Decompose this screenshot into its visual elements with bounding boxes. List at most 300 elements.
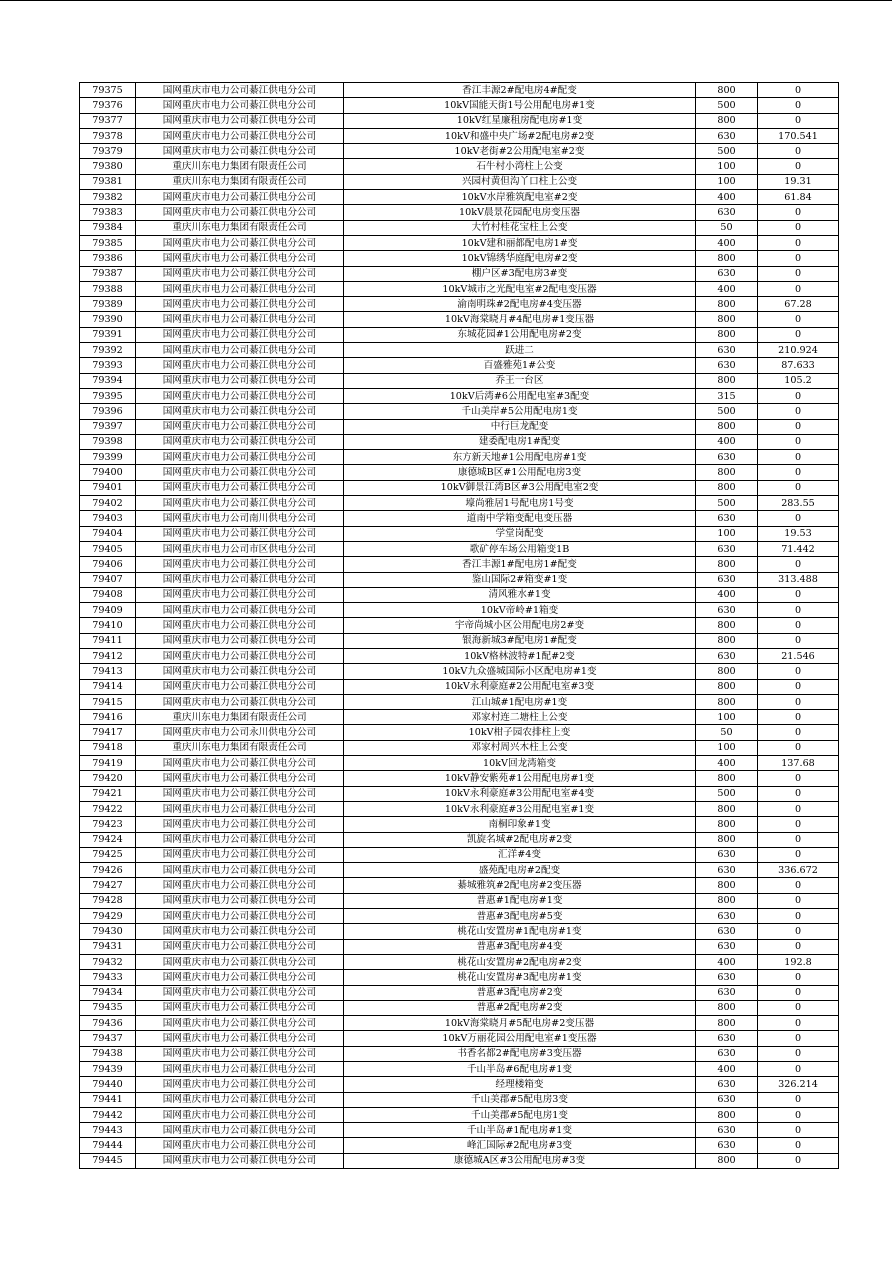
company-cell: 国网重庆市电力公司綦江供电分公司 — [136, 1138, 344, 1153]
capacity-cell: 500 — [696, 786, 758, 801]
transformer-name-cell: 书香名都2#配电房#3变压器 — [344, 1046, 696, 1061]
company-cell: 重庆川东电力集团有限责任公司 — [136, 710, 344, 725]
capacity-cell: 800 — [696, 878, 758, 893]
load-cell: 0 — [758, 144, 839, 159]
transformer-name-cell: 兴园村黄但沟丫口柱上公变 — [344, 174, 696, 189]
company-cell: 国网重庆市电力公司綦江供电分公司 — [136, 786, 344, 801]
transformer-name-cell: 江山城#1配电房#1变 — [344, 694, 696, 709]
row-id-cell: 79387 — [80, 266, 136, 281]
load-cell: 0 — [758, 312, 839, 327]
table-row — [80, 847, 839, 862]
transformer-name-cell: 歌矿停车场公用箱变1B — [344, 541, 696, 556]
load-cell: 0 — [758, 679, 839, 694]
transformer-name-cell: 10kV海棠晓月#5配电房#2变压器 — [344, 1016, 696, 1031]
row-id-cell: 79444 — [80, 1138, 136, 1153]
table-row — [80, 863, 839, 878]
load-cell: 0 — [758, 893, 839, 908]
row-id-cell: 79412 — [80, 648, 136, 663]
capacity-cell: 630 — [696, 541, 758, 556]
load-cell: 0 — [758, 603, 839, 618]
transformer-name-cell: 普惠#3配电房#2变 — [344, 985, 696, 1000]
transformer-name-cell: 经理楼箱变 — [344, 1077, 696, 1092]
transformer-name-cell: 千山美郡#5配电房3变 — [344, 1092, 696, 1107]
capacity-cell: 630 — [696, 1123, 758, 1138]
company-cell: 国网重庆市电力公司綦江供电分公司 — [136, 633, 344, 648]
table-row — [80, 1153, 839, 1168]
load-cell: 0 — [758, 1153, 839, 1168]
table-row — [80, 725, 839, 740]
table-row — [80, 465, 839, 480]
table-row — [80, 1123, 839, 1138]
transformer-name-cell: 康德城B区#1公用配电房3变 — [344, 465, 696, 480]
capacity-cell: 800 — [696, 419, 758, 434]
company-cell: 国网重庆市电力公司綦江供电分公司 — [136, 98, 344, 113]
company-cell: 国网重庆市电力公司綦江供电分公司 — [136, 496, 344, 511]
row-id-cell: 79403 — [80, 511, 136, 526]
capacity-cell: 630 — [696, 985, 758, 1000]
capacity-cell: 630 — [696, 970, 758, 985]
capacity-cell: 800 — [696, 679, 758, 694]
transformer-name-cell: 10kV御景江湾B区#3公用配电室2变 — [344, 480, 696, 495]
capacity-cell: 630 — [696, 1031, 758, 1046]
capacity-cell: 100 — [696, 159, 758, 174]
capacity-cell: 100 — [696, 174, 758, 189]
transformer-name-cell: 香江丰源2#配电房4#配变 — [344, 83, 696, 98]
transformer-name-cell: 峰汇国际#2配电房#3变 — [344, 1138, 696, 1153]
capacity-cell: 400 — [696, 235, 758, 250]
capacity-cell: 100 — [696, 526, 758, 541]
transformer-name-cell: 千山美岸#5公用配电房1变 — [344, 404, 696, 419]
table-row — [80, 572, 839, 587]
capacity-cell: 400 — [696, 434, 758, 449]
row-id-cell: 79394 — [80, 373, 136, 388]
capacity-cell: 400 — [696, 1062, 758, 1077]
row-id-cell: 79379 — [80, 144, 136, 159]
row-id-cell: 79399 — [80, 450, 136, 465]
capacity-cell: 400 — [696, 281, 758, 296]
load-cell: 21.546 — [758, 648, 839, 663]
transformer-name-cell: 10kV水岸雅筑配电室#2变 — [344, 190, 696, 205]
row-id-cell: 79378 — [80, 128, 136, 143]
transformer-name-cell: 道南中学箱变配电变压器 — [344, 511, 696, 526]
company-cell: 国网重庆市电力公司綦江供电分公司 — [136, 297, 344, 312]
company-cell: 国网重庆市电力公司綦江供电分公司 — [136, 128, 344, 143]
company-cell: 国网重庆市电力公司綦江供电分公司 — [136, 970, 344, 985]
row-id-cell: 79406 — [80, 557, 136, 572]
company-cell: 国网重庆市电力公司綦江供电分公司 — [136, 603, 344, 618]
load-cell: 19.31 — [758, 174, 839, 189]
row-id-cell: 79434 — [80, 985, 136, 1000]
transformer-name-cell: 10kV格林波特#1配#2变 — [344, 648, 696, 663]
capacity-cell: 800 — [696, 801, 758, 816]
company-cell: 国网重庆市电力公司綦江供电分公司 — [136, 251, 344, 266]
transformer-name-cell: 凯旋名城#2配电房#2变 — [344, 832, 696, 847]
capacity-cell: 630 — [696, 1046, 758, 1061]
transformer-name-cell: 邓家村连二塘柱上公变 — [344, 710, 696, 725]
row-id-cell: 79391 — [80, 327, 136, 342]
row-id-cell: 79436 — [80, 1016, 136, 1031]
company-cell: 国网重庆市电力公司綦江供电分公司 — [136, 358, 344, 373]
capacity-cell: 630 — [696, 266, 758, 281]
capacity-cell: 315 — [696, 388, 758, 403]
company-cell: 国网重庆市电力公司綦江供电分公司 — [136, 893, 344, 908]
capacity-cell: 400 — [696, 587, 758, 602]
row-id-cell: 79418 — [80, 740, 136, 755]
row-id-cell: 79440 — [80, 1077, 136, 1092]
load-cell: 0 — [758, 388, 839, 403]
row-id-cell: 79396 — [80, 404, 136, 419]
capacity-cell: 500 — [696, 496, 758, 511]
capacity-cell: 630 — [696, 648, 758, 663]
transformer-name-cell: 10kV静安紫苑#1公用配电房#1变 — [344, 771, 696, 786]
load-cell: 0 — [758, 618, 839, 633]
company-cell: 国网重庆市电力公司綦江供电分公司 — [136, 587, 344, 602]
row-id-cell: 79413 — [80, 664, 136, 679]
transformer-name-cell: 清风雅水#1变 — [344, 587, 696, 602]
company-cell: 国网重庆市电力公司綦江供电分公司 — [136, 664, 344, 679]
transformer-name-cell: 邓家村周兴木柱上公变 — [344, 740, 696, 755]
row-id-cell: 79437 — [80, 1031, 136, 1046]
capacity-cell: 630 — [696, 909, 758, 924]
table-row — [80, 1138, 839, 1153]
capacity-cell: 800 — [696, 327, 758, 342]
table-row — [80, 388, 839, 403]
transformer-name-cell: 千山美郡#5配电房1变 — [344, 1107, 696, 1122]
load-cell: 0 — [758, 710, 839, 725]
transformer-name-cell: 普惠#2配电房#2变 — [344, 1000, 696, 1015]
load-cell: 0 — [758, 970, 839, 985]
transformer-name-cell: 10kV和盛中央广场#2配电房#2变 — [344, 128, 696, 143]
table-row — [80, 786, 839, 801]
load-cell: 0 — [758, 694, 839, 709]
table-row — [80, 817, 839, 832]
transformer-name-cell: 桃花山安置房#2配电房#2变 — [344, 954, 696, 969]
load-cell: 0 — [758, 939, 839, 954]
load-cell: 0 — [758, 511, 839, 526]
capacity-cell: 500 — [696, 404, 758, 419]
load-cell: 0 — [758, 924, 839, 939]
company-cell: 国网重庆市电力公司綦江供电分公司 — [136, 327, 344, 342]
table-row — [80, 251, 839, 266]
row-id-cell: 79417 — [80, 725, 136, 740]
table-row — [80, 128, 839, 143]
transformer-name-cell: 建委配电房1#配变 — [344, 434, 696, 449]
capacity-cell: 500 — [696, 98, 758, 113]
load-cell: 0 — [758, 1016, 839, 1031]
capacity-cell: 630 — [696, 863, 758, 878]
company-cell: 国网重庆市电力公司綦江供电分公司 — [136, 1123, 344, 1138]
company-cell: 国网重庆市电力公司綦江供电分公司 — [136, 388, 344, 403]
transformer-name-cell: 10kV永利豪庭#3公用配电室#4变 — [344, 786, 696, 801]
table-row — [80, 664, 839, 679]
capacity-cell: 400 — [696, 954, 758, 969]
load-cell: 0 — [758, 1000, 839, 1015]
company-cell: 重庆川东电力集团有限责任公司 — [136, 174, 344, 189]
capacity-cell: 400 — [696, 756, 758, 771]
row-id-cell: 79405 — [80, 541, 136, 556]
table-row — [80, 159, 839, 174]
capacity-cell: 800 — [696, 694, 758, 709]
table-body — [80, 83, 839, 1169]
company-cell: 国网重庆市电力公司綦江供电分公司 — [136, 465, 344, 480]
company-cell: 国网重庆市电力公司綦江供电分公司 — [136, 694, 344, 709]
capacity-cell: 800 — [696, 618, 758, 633]
company-cell: 国网重庆市电力公司綦江供电分公司 — [136, 404, 344, 419]
company-cell: 重庆川东电力集团有限责任公司 — [136, 159, 344, 174]
capacity-cell: 800 — [696, 557, 758, 572]
company-cell: 国网重庆市电力公司綦江供电分公司 — [136, 1062, 344, 1077]
table-row — [80, 633, 839, 648]
table-row — [80, 740, 839, 755]
table-row — [80, 648, 839, 663]
company-cell: 国网重庆市电力公司綦江供电分公司 — [136, 450, 344, 465]
company-cell: 国网重庆市电力公司綦江供电分公司 — [136, 648, 344, 663]
company-cell: 国网重庆市电力公司綦江供电分公司 — [136, 1092, 344, 1107]
table-row — [80, 266, 839, 281]
row-id-cell: 79429 — [80, 909, 136, 924]
table-row — [80, 98, 839, 113]
table-row — [80, 235, 839, 250]
row-id-cell: 79381 — [80, 174, 136, 189]
company-cell: 国网重庆市电力公司綦江供电分公司 — [136, 419, 344, 434]
row-id-cell: 79393 — [80, 358, 136, 373]
table-row — [80, 1092, 839, 1107]
transformer-name-cell: 10kV九众盛城国际小区配电房#1变 — [344, 664, 696, 679]
transformer-name-cell: 10kV红星廉租房配电房#1变 — [344, 113, 696, 128]
transformer-name-cell: 桃花山安置房#1配电房#1变 — [344, 924, 696, 939]
row-id-cell: 79402 — [80, 496, 136, 511]
capacity-cell: 800 — [696, 664, 758, 679]
transformer-name-cell: 普惠#3配电房#5变 — [344, 909, 696, 924]
transformer-name-cell: 棚户区#3配电房3#变 — [344, 266, 696, 281]
row-id-cell: 79407 — [80, 572, 136, 587]
row-id-cell: 79411 — [80, 633, 136, 648]
company-cell: 国网重庆市电力公司綦江供电分公司 — [136, 985, 344, 1000]
load-cell: 0 — [758, 878, 839, 893]
capacity-cell: 400 — [696, 190, 758, 205]
row-id-cell: 79415 — [80, 694, 136, 709]
capacity-cell: 630 — [696, 450, 758, 465]
load-cell: 313.488 — [758, 572, 839, 587]
row-id-cell: 79397 — [80, 419, 136, 434]
load-cell: 0 — [758, 985, 839, 1000]
capacity-cell: 630 — [696, 939, 758, 954]
capacity-cell: 630 — [696, 205, 758, 220]
capacity-cell: 630 — [696, 1092, 758, 1107]
table-row — [80, 618, 839, 633]
capacity-cell: 800 — [696, 83, 758, 98]
capacity-cell: 800 — [696, 297, 758, 312]
transformer-name-cell: 盛苑配电房#2配变 — [344, 863, 696, 878]
table-row — [80, 83, 839, 98]
row-id-cell: 79432 — [80, 954, 136, 969]
transformer-name-cell: 百盛雅苑1#公变 — [344, 358, 696, 373]
load-cell: 0 — [758, 434, 839, 449]
table-row — [80, 939, 839, 954]
load-cell: 0 — [758, 909, 839, 924]
transformer-name-cell: 学堂岗配变 — [344, 526, 696, 541]
transformer-table — [79, 82, 839, 1169]
table-row — [80, 909, 839, 924]
company-cell: 国网重庆市电力公司綦江供电分公司 — [136, 572, 344, 587]
load-cell: 0 — [758, 419, 839, 434]
capacity-cell: 800 — [696, 1153, 758, 1168]
transformer-name-cell: 东方新天地#1公用配电房#1变 — [344, 450, 696, 465]
row-id-cell: 79382 — [80, 190, 136, 205]
company-cell: 国网重庆市电力公司綦江供电分公司 — [136, 863, 344, 878]
company-cell: 国网重庆市电力公司綦江供电分公司 — [136, 205, 344, 220]
company-cell: 国网重庆市电力公司綦江供电分公司 — [136, 83, 344, 98]
load-cell: 0 — [758, 1031, 839, 1046]
capacity-cell: 800 — [696, 633, 758, 648]
row-id-cell: 79427 — [80, 878, 136, 893]
company-cell: 国网重庆市电力公司綦江供电分公司 — [136, 1031, 344, 1046]
load-cell: 0 — [758, 1046, 839, 1061]
transformer-name-cell: 中行巨龙配变 — [344, 419, 696, 434]
table-row — [80, 343, 839, 358]
table-row — [80, 174, 839, 189]
table-row — [80, 297, 839, 312]
table-row — [80, 541, 839, 556]
load-cell: 0 — [758, 1062, 839, 1077]
company-cell: 国网重庆市电力公司綦江供电分公司 — [136, 832, 344, 847]
row-id-cell: 79386 — [80, 251, 136, 266]
capacity-cell: 800 — [696, 1016, 758, 1031]
company-cell: 国网重庆市电力公司綦江供电分公司 — [136, 113, 344, 128]
company-cell: 国网重庆市电力公司綦江供电分公司 — [136, 939, 344, 954]
transformer-name-cell: 普惠#3配电房#4变 — [344, 939, 696, 954]
transformer-name-cell: 10kV柑子园农排柱上变 — [344, 725, 696, 740]
company-cell: 国网重庆市电力公司綦江供电分公司 — [136, 190, 344, 205]
row-id-cell: 79430 — [80, 924, 136, 939]
load-cell: 61.84 — [758, 190, 839, 205]
transformer-name-cell: 石牛村小湾柱上公变 — [344, 159, 696, 174]
transformer-name-cell: 乔王一台区 — [344, 373, 696, 388]
row-id-cell: 79390 — [80, 312, 136, 327]
company-cell: 国网重庆市电力公司綦江供电分公司 — [136, 801, 344, 816]
capacity-cell: 630 — [696, 1138, 758, 1153]
load-cell: 0 — [758, 664, 839, 679]
company-cell: 国网重庆市电力公司南川供电分公司 — [136, 511, 344, 526]
row-id-cell: 79398 — [80, 434, 136, 449]
load-cell: 0 — [758, 801, 839, 816]
table-row — [80, 373, 839, 388]
transformer-name-cell: 10kV国能天街1号公用配电房#1变 — [344, 98, 696, 113]
row-id-cell: 79404 — [80, 526, 136, 541]
transformer-name-cell: 10kV回龙湾箱变 — [344, 756, 696, 771]
row-id-cell: 79431 — [80, 939, 136, 954]
load-cell: 283.55 — [758, 496, 839, 511]
load-cell: 0 — [758, 235, 839, 250]
company-cell: 国网重庆市电力公司綦江供电分公司 — [136, 1016, 344, 1031]
transformer-name-cell: 桃花山安置房#3配电房#1变 — [344, 970, 696, 985]
page-top-rule — [0, 0, 892, 1]
row-id-cell: 79416 — [80, 710, 136, 725]
company-cell: 国网重庆市电力公司綦江供电分公司 — [136, 679, 344, 694]
company-cell: 国网重庆市电力公司綦江供电分公司 — [136, 1107, 344, 1122]
row-id-cell: 79375 — [80, 83, 136, 98]
table-row — [80, 694, 839, 709]
transformer-name-cell: 宇帝尚城小区公用配电房2#变 — [344, 618, 696, 633]
table-row — [80, 404, 839, 419]
company-cell: 国网重庆市电力公司綦江供电分公司 — [136, 434, 344, 449]
capacity-cell: 800 — [696, 113, 758, 128]
table-row — [80, 756, 839, 771]
company-cell: 国网重庆市电力公司永川供电分公司 — [136, 725, 344, 740]
row-id-cell: 79401 — [80, 480, 136, 495]
load-cell: 67.28 — [758, 297, 839, 312]
table-row — [80, 1031, 839, 1046]
row-id-cell: 79376 — [80, 98, 136, 113]
row-id-cell: 79428 — [80, 893, 136, 908]
transformer-name-cell: 东城花园#1公用配电房#2变 — [344, 327, 696, 342]
table-row — [80, 496, 839, 511]
capacity-cell: 50 — [696, 725, 758, 740]
table-row — [80, 1062, 839, 1077]
capacity-cell: 800 — [696, 893, 758, 908]
load-cell: 0 — [758, 327, 839, 342]
transformer-name-cell: 南桐印象#1变 — [344, 817, 696, 832]
row-id-cell: 79380 — [80, 159, 136, 174]
load-cell: 0 — [758, 847, 839, 862]
capacity-cell: 630 — [696, 572, 758, 587]
capacity-cell: 800 — [696, 817, 758, 832]
table-row — [80, 190, 839, 205]
row-id-cell: 79445 — [80, 1153, 136, 1168]
load-cell: 0 — [758, 725, 839, 740]
row-id-cell: 79383 — [80, 205, 136, 220]
load-cell: 0 — [758, 159, 839, 174]
table-row — [80, 312, 839, 327]
table-row — [80, 205, 839, 220]
load-cell: 71.442 — [758, 541, 839, 556]
load-cell: 0 — [758, 251, 839, 266]
load-cell: 87.633 — [758, 358, 839, 373]
company-cell: 国网重庆市电力公司綦江供电分公司 — [136, 373, 344, 388]
row-id-cell: 79414 — [80, 679, 136, 694]
row-id-cell: 79441 — [80, 1092, 136, 1107]
table-row — [80, 419, 839, 434]
load-cell: 326.214 — [758, 1077, 839, 1092]
load-cell: 0 — [758, 98, 839, 113]
capacity-cell: 630 — [696, 343, 758, 358]
row-id-cell: 79410 — [80, 618, 136, 633]
load-cell: 0 — [758, 1107, 839, 1122]
load-cell: 0 — [758, 113, 839, 128]
load-cell: 0 — [758, 1138, 839, 1153]
row-id-cell: 79392 — [80, 343, 136, 358]
row-id-cell: 79423 — [80, 817, 136, 832]
transformer-name-cell: 10kV建和丽都配电房1#变 — [344, 235, 696, 250]
company-cell: 国网重庆市电力公司綦江供电分公司 — [136, 1000, 344, 1015]
load-cell: 0 — [758, 817, 839, 832]
capacity-cell: 50 — [696, 220, 758, 235]
capacity-cell: 800 — [696, 1107, 758, 1122]
load-cell: 336.672 — [758, 863, 839, 878]
row-id-cell: 79419 — [80, 756, 136, 771]
table-row — [80, 1046, 839, 1061]
capacity-cell: 500 — [696, 144, 758, 159]
capacity-cell: 800 — [696, 312, 758, 327]
row-id-cell: 79385 — [80, 235, 136, 250]
table-row — [80, 1016, 839, 1031]
company-cell: 国网重庆市电力公司綦江供电分公司 — [136, 878, 344, 893]
capacity-cell: 100 — [696, 710, 758, 725]
capacity-cell: 800 — [696, 1000, 758, 1015]
capacity-cell: 630 — [696, 924, 758, 939]
transformer-name-cell: 10kV永利豪庭#2公用配电室#3变 — [344, 679, 696, 694]
load-cell: 137.68 — [758, 756, 839, 771]
